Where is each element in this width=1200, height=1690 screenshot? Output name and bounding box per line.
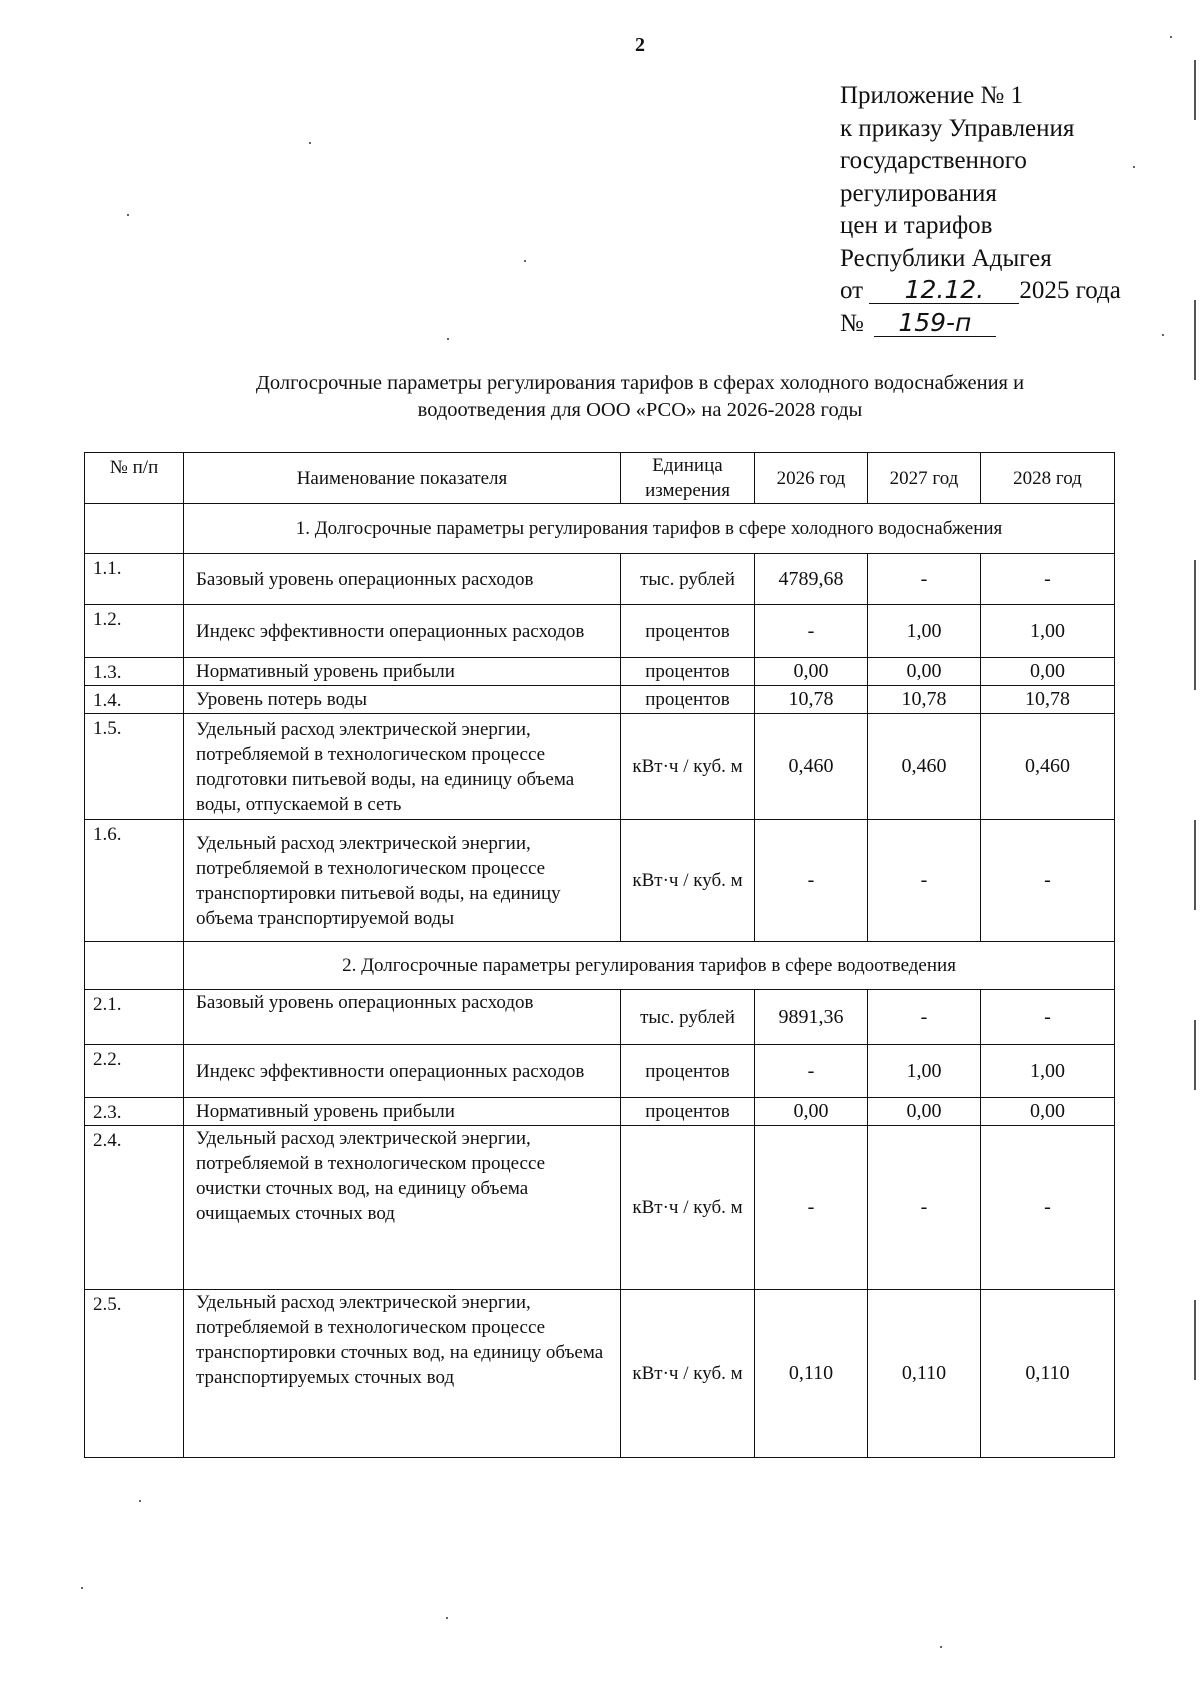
row-2027: 0,460: [868, 714, 981, 820]
row-no: 2.5.: [85, 1290, 184, 1458]
row-unit: процентов: [621, 1098, 755, 1126]
section-no-cell: [85, 504, 184, 554]
table-row: [85, 1098, 1115, 1126]
row-2026: 9891,36: [755, 990, 868, 1045]
row-2026: 0,00: [755, 658, 868, 686]
row-2027: 0,00: [868, 1098, 981, 1126]
row-2028: -: [981, 554, 1115, 605]
header-name: Наименование показателя: [184, 453, 621, 504]
date-prefix: от: [840, 277, 864, 304]
row-name: Нормативный уровень прибыли: [184, 1098, 621, 1126]
title-line: водоотведения для ООО «РСО» на 2026-2028 годы: [417, 399, 863, 421]
scan-speck: [1133, 166, 1135, 168]
section-no-cell: [85, 942, 184, 990]
row-unit: процентов: [621, 686, 755, 714]
scan-speck: [1162, 334, 1164, 336]
header-2028: 2028 год: [981, 453, 1115, 504]
scan-edge-line: [1194, 60, 1196, 120]
table-row: [85, 605, 1115, 658]
scan-speck: [940, 1646, 942, 1648]
row-no: 1.2.: [85, 605, 184, 658]
section-row: [85, 504, 1115, 554]
scan-speck: [309, 142, 311, 144]
table-header-row: [85, 453, 1115, 504]
row-unit: кВт·ч / куб. м: [621, 1126, 755, 1290]
row-no: 1.5.: [85, 714, 184, 820]
row-2026: 4789,68: [755, 554, 868, 605]
title-line: Долгосрочные параметры регулирования тарифов в сферах холодного водоснабжения и: [255, 372, 1025, 394]
section-title: 2. Долгосрочные параметры регулирования тарифов в сфере водоотведения: [184, 942, 1115, 990]
row-no: 1.1.: [85, 554, 184, 605]
row-unit: кВт·ч / куб. м: [621, 820, 755, 942]
section-row: [85, 942, 1115, 990]
row-unit: процентов: [621, 1045, 755, 1098]
row-no: 2.4.: [85, 1126, 184, 1290]
row-name: Индекс эффективности операционных расходов: [184, 605, 621, 658]
table-row: [85, 1126, 1115, 1290]
scan-edge-line: [1194, 300, 1196, 380]
section-title: 1. Долгосрочные параметры регулирования тарифов в сфере холодного водоснабжения: [184, 504, 1115, 554]
number-prefix: №: [840, 309, 864, 337]
appendix-block: [840, 80, 1121, 340]
row-unit: тыс. рублей: [621, 990, 755, 1045]
row-name: Базовый уровень операционных расходов: [184, 990, 621, 1045]
row-2027: 1,00: [868, 1045, 981, 1098]
row-2028: 0,460: [981, 714, 1115, 820]
row-name: Нормативный уровень прибыли: [184, 658, 621, 686]
row-2026: 0,460: [755, 714, 868, 820]
scan-edge-line: [1194, 1020, 1196, 1090]
row-2026: -: [755, 1126, 868, 1290]
scan-speck: [446, 1617, 448, 1619]
table-row: [85, 554, 1115, 605]
appendix-line: Приложение № 1: [840, 82, 1024, 109]
scan-speck: [1170, 36, 1172, 38]
scan-speck: [139, 1500, 141, 1502]
row-2026: -: [755, 1045, 868, 1098]
row-unit: тыс. рублей: [621, 554, 755, 605]
appendix-date-line: [840, 275, 1121, 308]
row-name: Уровень потерь воды: [184, 686, 621, 714]
scan-edge-line: [1194, 560, 1196, 690]
row-2027: 1,00: [868, 605, 981, 658]
header-2027: 2027 год: [868, 453, 981, 504]
row-no: 2.1.: [85, 990, 184, 1045]
scan-edge-line: [1194, 1300, 1196, 1380]
page-number: 2: [635, 34, 645, 56]
row-2027: -: [868, 820, 981, 942]
scan-speck: [524, 260, 526, 262]
row-2026: -: [755, 820, 868, 942]
row-2028: 0,110: [981, 1290, 1115, 1458]
row-2027: 0,110: [868, 1290, 981, 1458]
header-no: № п/п: [85, 453, 184, 504]
row-2027: 0,00: [868, 658, 981, 686]
row-2028: 0,00: [981, 1098, 1115, 1126]
appendix-line: регулирования: [840, 179, 997, 207]
row-unit: кВт·ч / куб. м: [621, 714, 755, 820]
row-2028: 1,00: [981, 605, 1115, 658]
header-2026: 2026 год: [755, 453, 868, 504]
row-no: 2.3.: [85, 1098, 184, 1126]
scan-speck: [81, 1587, 83, 1589]
table-row: [85, 714, 1115, 820]
parameters-table: [84, 452, 1115, 1458]
handwritten-number: 159-п: [874, 310, 996, 337]
scan-speck: [127, 214, 129, 216]
scan-edge-line: [1194, 820, 1196, 910]
date-suffix: 2025 года: [1019, 277, 1121, 304]
row-2026: 10,78: [755, 686, 868, 714]
row-unit: процентов: [621, 658, 755, 686]
appendix-line: Республики Адыгея: [840, 244, 1052, 272]
row-no: 2.2.: [85, 1045, 184, 1098]
row-2028: -: [981, 1126, 1115, 1290]
row-name: Базовый уровень операционных расходов: [184, 554, 621, 605]
header-unit: Единица измерения: [621, 453, 755, 504]
row-name: Индекс эффективности операционных расходов: [184, 1045, 621, 1098]
row-2028: -: [981, 990, 1115, 1045]
appendix-line: цен и тарифов: [840, 212, 993, 239]
handwritten-date: 12.12.: [869, 277, 1019, 304]
table-row: [85, 990, 1115, 1045]
table-row: [85, 1045, 1115, 1098]
appendix-number-line: [840, 308, 1121, 341]
row-2027: -: [868, 554, 981, 605]
table-row: [85, 658, 1115, 686]
document-title: [150, 370, 1130, 424]
appendix-line: государственного: [840, 147, 1027, 174]
row-name: Удельный расход электрической энергии, потребляемой в технологическом процессе транспортировки сточных вод, на единицу объема транспортируемых сточных вод: [184, 1290, 621, 1458]
scan-speck: [447, 338, 449, 340]
table-row: [85, 1290, 1115, 1458]
row-unit: кВт·ч / куб. м: [621, 1290, 755, 1458]
table-row: [85, 686, 1115, 714]
row-name: Удельный расход электрической энергии, потребляемой в технологическом процессе транспортировки питьевой воды, на единицу объема транспортируемой воды: [184, 820, 621, 942]
row-2026: 0,00: [755, 1098, 868, 1126]
row-name: Удельный расход электрической энергии, потребляемой в технологическом процессе подготовки питьевой воды, на единицу объема воды, отпускаемой в сеть: [184, 714, 621, 820]
row-2026: -: [755, 605, 868, 658]
row-2028: 0,00: [981, 658, 1115, 686]
row-2028: 10,78: [981, 686, 1115, 714]
row-unit: процентов: [621, 605, 755, 658]
row-2027: -: [868, 1126, 981, 1290]
row-2028: -: [981, 820, 1115, 942]
table-row: [85, 820, 1115, 942]
row-2027: 10,78: [868, 686, 981, 714]
appendix-line: к приказу Управления: [840, 114, 1075, 142]
row-name: Удельный расход электрической энергии, потребляемой в технологическом процессе очистки сточных вод, на единицу объема очищаемых сточных вод: [184, 1126, 621, 1290]
row-2026: 0,110: [755, 1290, 868, 1458]
row-2027: -: [868, 990, 981, 1045]
row-2028: 1,00: [981, 1045, 1115, 1098]
row-no: 1.3.: [85, 658, 184, 686]
row-no: 1.4.: [85, 686, 184, 714]
row-no: 1.6.: [85, 820, 184, 942]
